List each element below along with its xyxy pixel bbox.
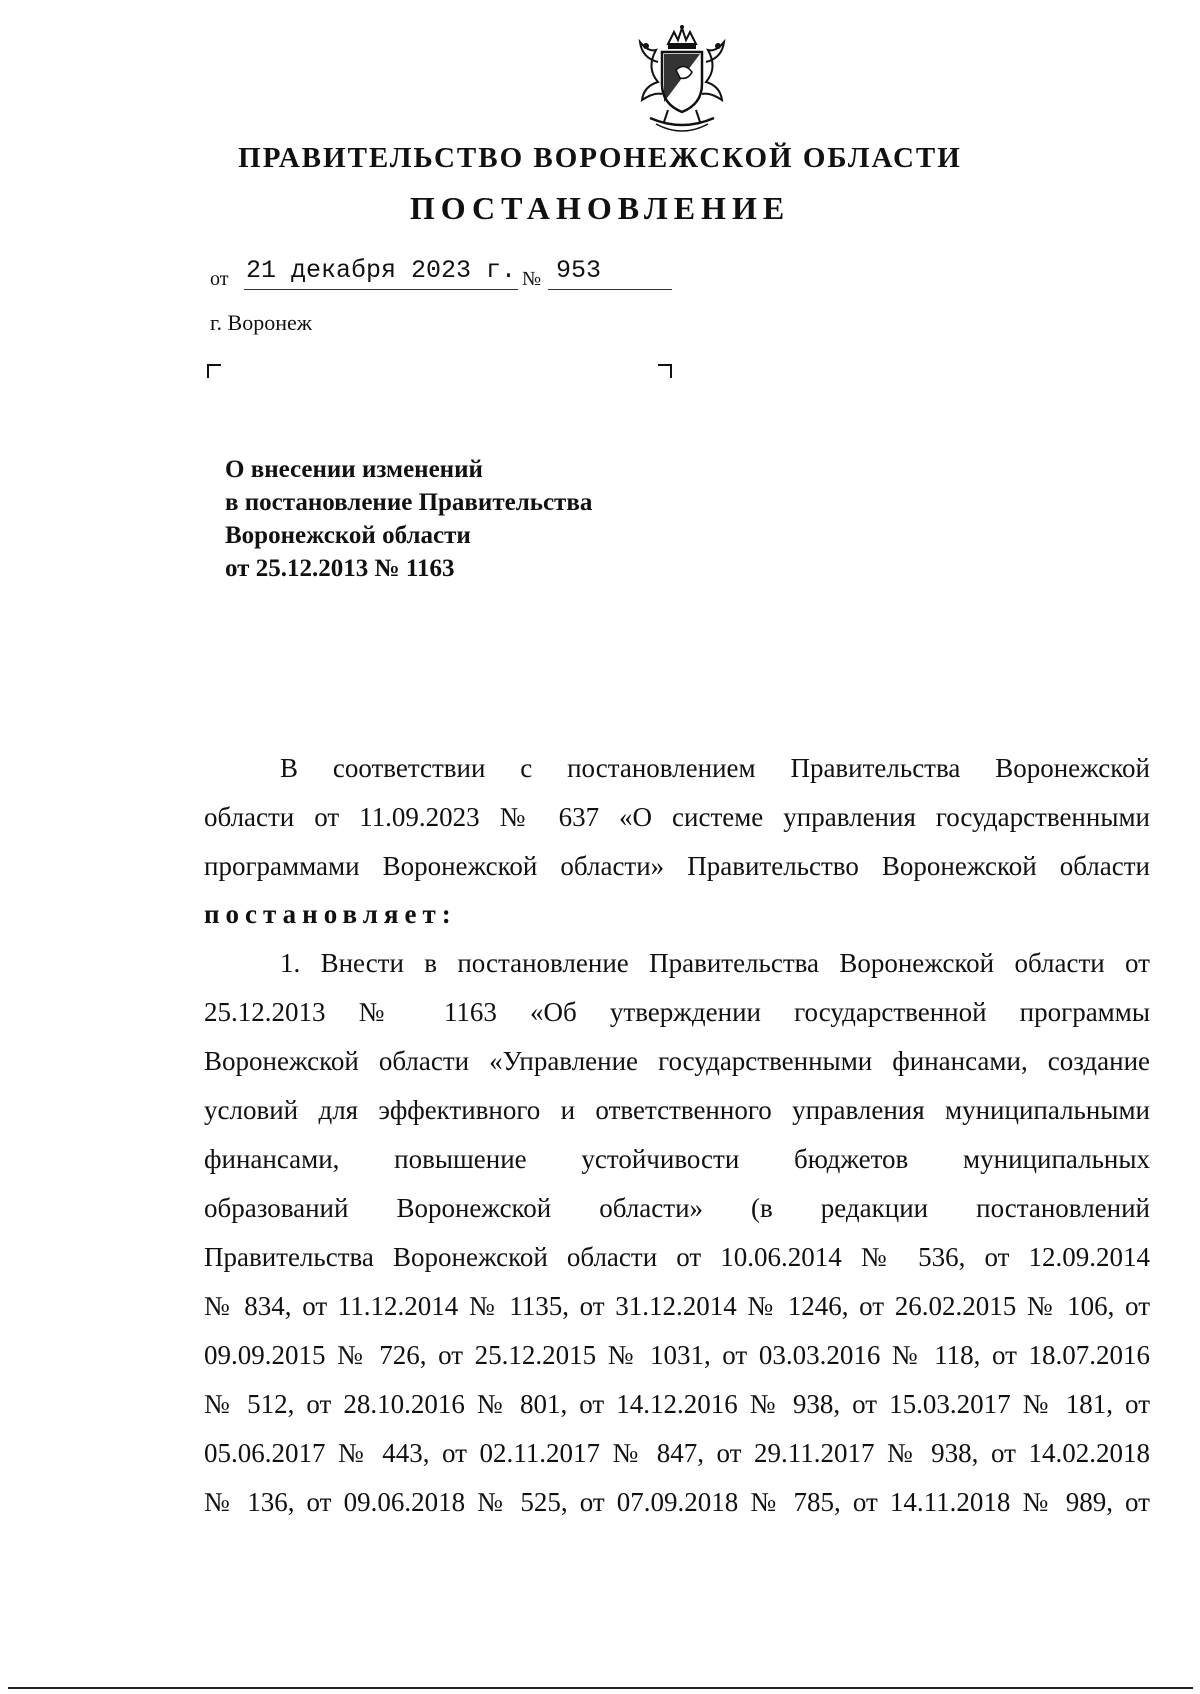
document-number: 953 [556, 256, 602, 285]
subject-line: Воронежской области [225, 522, 471, 549]
body-line: 1. Внести в постановление Правительства Воронежской области от [280, 948, 1150, 978]
date-prefix: от [210, 268, 229, 290]
number-prefix: № [522, 268, 542, 290]
body-line: В соответствии с постановлением Правительства Воронежской [280, 753, 1150, 783]
document-subject [225, 453, 592, 585]
body-line: финансами, повышение устойчивости бюджетов муниципальных [204, 1144, 1150, 1174]
date-underline [244, 289, 518, 290]
page-bottom-rule [8, 1687, 1193, 1689]
subject-line: от 25.12.2013 № 1163 [225, 555, 455, 582]
number-underline [548, 289, 672, 290]
coat-of-arms-icon [628, 22, 736, 140]
resolves-keyword: постановляет: [204, 899, 457, 929]
body-line: области от 11.09.2023 № 637 «О системе управления государственными [204, 802, 1150, 832]
subject-line: в постановление Правительства [225, 489, 593, 516]
body-line: № 512, от 28.10.2016 № 801, от 14.12.2016 № 938, от 15.03.2017 № 181, от [204, 1389, 1150, 1419]
corner-mark-right [658, 364, 672, 378]
body-line: условий для эффективного и ответственного управления муниципальными [204, 1095, 1150, 1125]
body-line: № 834, от 11.12.2014 № 1135, от 31.12.2014 № 1246, от 26.02.2015 № 106, от [204, 1291, 1150, 1321]
government-title: ПРАВИТЕЛЬСТВО ВОРОНЕЖСКОЙ ОБЛАСТИ [238, 142, 962, 174]
body-line: Воронежской области «Управление государственными финансами, создание [204, 1046, 1150, 1076]
body-line: Правительства Воронежской области от 10.06.2014 № 536, от 12.09.2014 [204, 1242, 1150, 1272]
city-name: г. Воронеж [210, 310, 312, 335]
date-number-line [210, 258, 680, 294]
body-line: 25.12.2013 № 1163 «Об утверждении государственной программы [204, 997, 1150, 1027]
document-date: 21 декабря 2023 г. [246, 256, 517, 285]
body-line: программами Воронежской области» Правительство Воронежской области [204, 851, 1150, 881]
document-type-title: ПОСТАНОВЛЕНИЕ [409, 190, 791, 226]
body-line: 09.09.2015 № 726, от 25.12.2015 № 1031, от 03.03.2016 № 118, от 18.07.2016 [204, 1340, 1150, 1370]
corner-mark-left [207, 364, 221, 378]
body-line: № 136, от 09.06.2018 № 525, от 07.09.2018 № 785, от 14.11.2018 № 989, от [204, 1487, 1150, 1517]
body-line: 05.06.2017 № 443, от 02.11.2017 № 847, от 29.11.2017 № 938, от 14.02.2018 [204, 1438, 1150, 1468]
body-line: образований Воронежской области» (в редакции постановлений [204, 1193, 1150, 1223]
subject-line: О внесении изменений [225, 456, 483, 483]
